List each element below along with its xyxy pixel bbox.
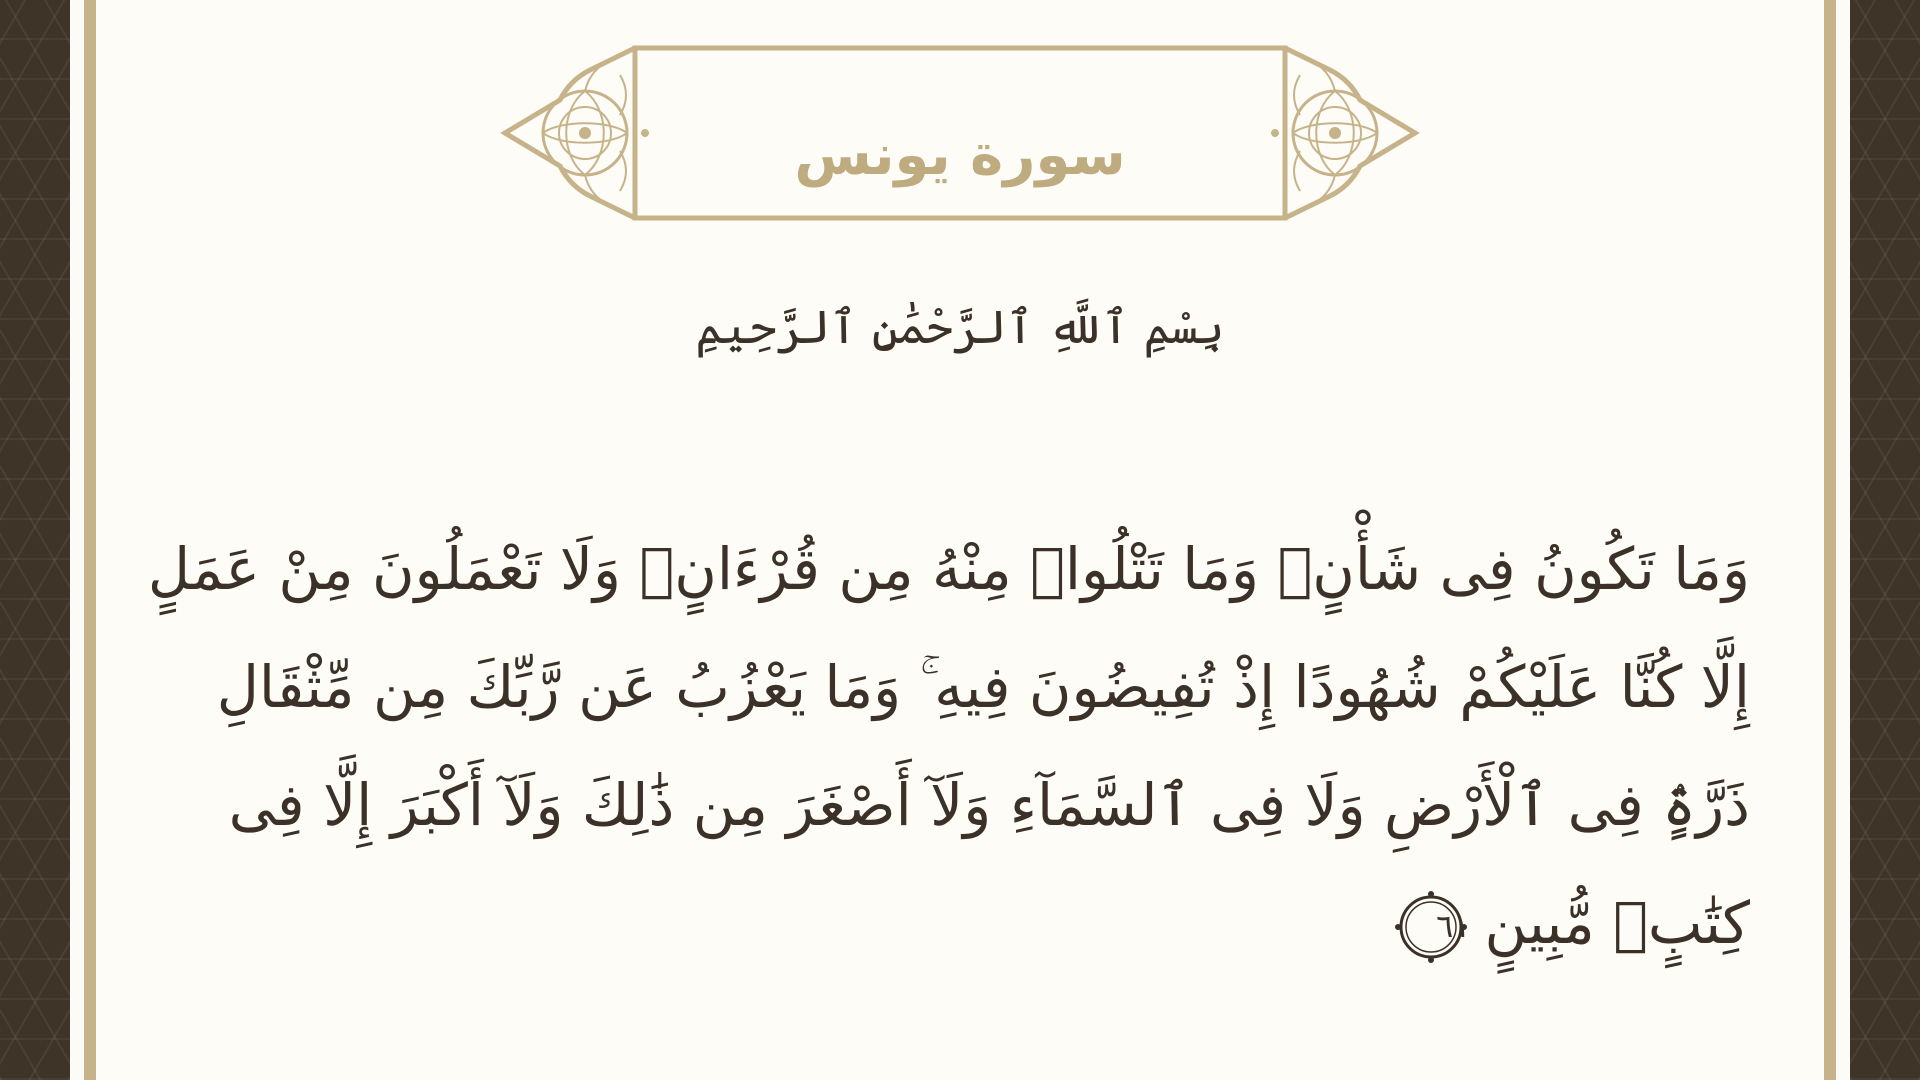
verse-line-3: ذَرَّةٍۢ فِى ٱلْأَرْضِ وَلَا فِى ٱلسَّمَآءِ وَلَآ أَصْغَرَ مِن ذَٰلِكَ وَلَآ أَكْبَرَ إِلَّا فِى bbox=[228, 771, 1750, 839]
verse-line-2: إِلَّا كُنَّا عَلَيْكُمْ شُهُودًا إِذْ تُفِيضُونَ فِيهِ ۚ وَمَا يَعْزُبُ عَن رَّبِّكَ مِن مِّثْقَالِ bbox=[216, 653, 1750, 721]
surah-header bbox=[500, 40, 1420, 230]
basmala: بِسْمِ ٱللَّهِ ٱلرَّحْمَٰنِ ٱلرَّحِيمِ bbox=[695, 300, 1225, 354]
ayah-end-marker-icon bbox=[1392, 888, 1470, 966]
right-geometric-border bbox=[1850, 0, 1920, 1080]
verse-line-1: وَمَا تَكُونُ فِى شَأْنٍۢ وَمَا تَتْلُوا۟ مِنْهُ مِن قُرْءَانٍۢ وَلَا تَعْمَلُونَ مِنْ عَمَلٍ bbox=[147, 535, 1750, 603]
verse-line-4-text: كِتَٰبٍۢ مُّبِينٍ bbox=[1484, 889, 1750, 957]
right-gold-rule bbox=[1824, 0, 1836, 1080]
verse-line-4 bbox=[170, 864, 1750, 982]
verse-text bbox=[147, 510, 1750, 982]
left-gold-rule bbox=[84, 0, 96, 1080]
surah-title: سورة يونس bbox=[794, 123, 1126, 188]
ayah-number: ٦١ bbox=[1436, 906, 1471, 945]
left-geometric-border bbox=[0, 0, 70, 1080]
